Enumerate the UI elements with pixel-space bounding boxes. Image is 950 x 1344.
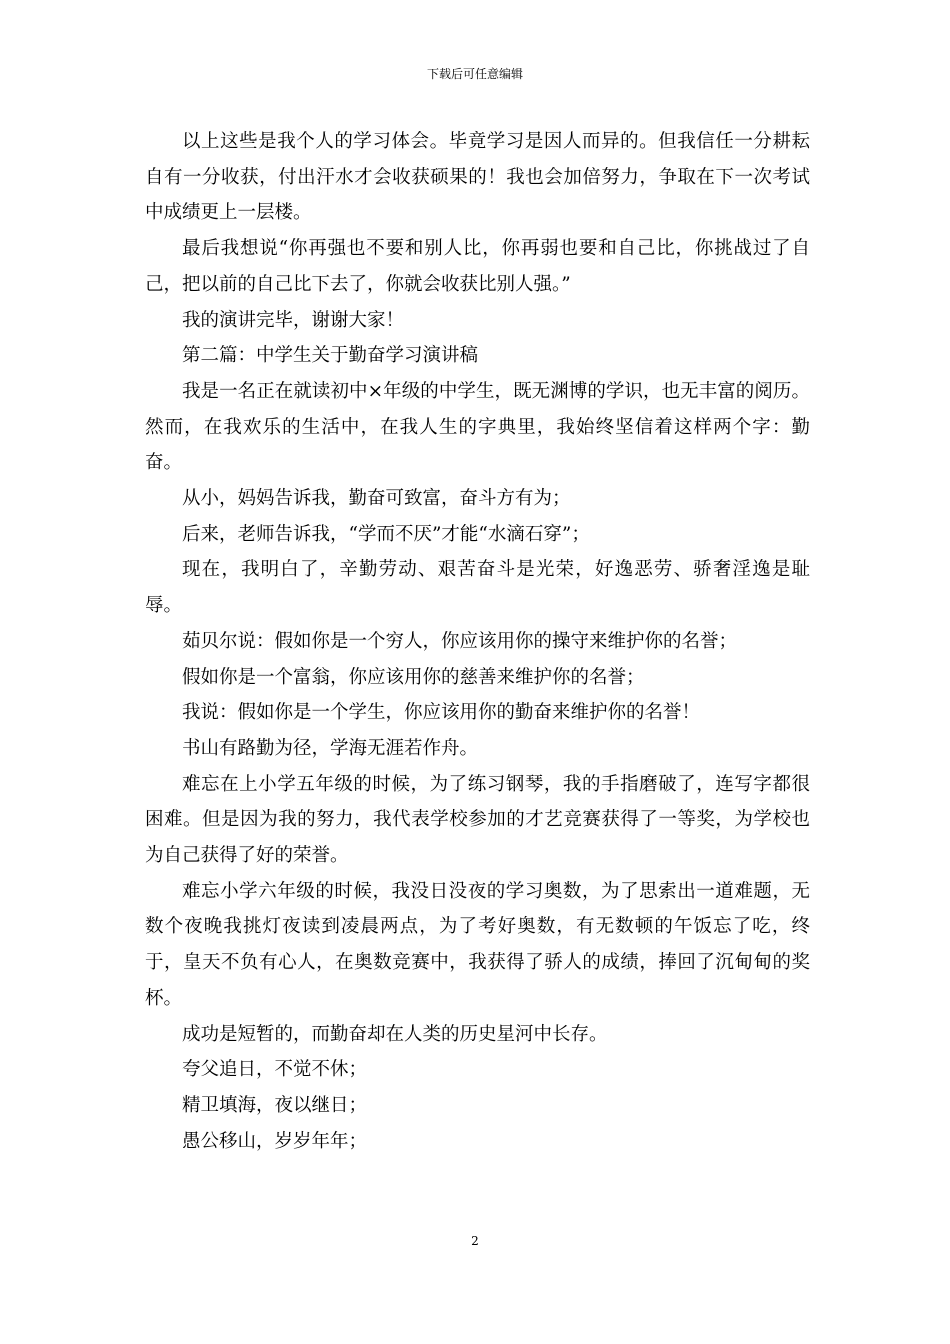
paragraph: 我说：假如你是一个学生，你应该用你的勤奋来维护你的名誉！ bbox=[182, 702, 701, 724]
paragraph: 茹贝尔说：假如你是一个穷人，你应该用你的操守来维护你的名誉； bbox=[182, 630, 738, 652]
document-body bbox=[145, 124, 810, 1159]
paragraph: 愚公移山，岁岁年年； bbox=[182, 1130, 368, 1152]
paragraph: 夸父追日，不觉不休； bbox=[182, 1059, 368, 1081]
paragraph: 假如你是一个富翁，你应该用你的慈善来维护你的名誉； bbox=[182, 666, 645, 688]
paragraph: 后来，老师告诉我，“学而不厌”才能“水滴石穿”； bbox=[182, 523, 590, 545]
paragraph: 成功是短暂的，而勤奋却在人类的历史星河中长存。 bbox=[182, 1023, 608, 1045]
page-header: 下载后可任意编辑 bbox=[426, 67, 523, 81]
paragraph: 精卫填海，夜以继日； bbox=[182, 1094, 368, 1116]
paragraph: 难忘在上小学五年级的时候，为了练习钢琴，我的手指磨破了，连写字都很困难。但是因为我的努力，我代表学校参加的才艺竞赛获得了一等奖，为学校也为自己获得了好的荣誉。 bbox=[145, 773, 810, 867]
paragraph: 现在，我明白了，辛勤劳动、艰苦奋斗是光荣，好逸恶劳、骄奢淫逸是耻辱。 bbox=[145, 559, 810, 617]
paragraph: 最后我想说“你再强也不要和别人比，你再弱也要和自己比，你挑战过了自己，把以前的自己比下去了，你就会收获比别人强。” bbox=[145, 238, 810, 295]
paragraph: 我的演讲完毕，谢谢大家！ bbox=[182, 309, 405, 331]
paragraph: 我是一名正在就读初中×年级的中学生，既无渊博的学识，也无丰富的阅历。然而，在我欢乐的生活中，在我人生的字典里，我始终坚信着这样两个字：勤奋。 bbox=[145, 380, 810, 474]
paragraph: 书山有路勤为径，学海无涯若作舟。 bbox=[182, 737, 479, 759]
paragraph: 以上这些是我个人的学习体会。毕竟学习是因人而异的。但我信任一分耕耘自有一分收获，付出汗水才会收获硕果的！我也会加倍努力，争取在下一次考试中成绩更上一层楼。 bbox=[145, 131, 810, 224]
page-number: 2 bbox=[471, 1234, 479, 1248]
paragraph: 从小，妈妈告诉我，勤奋可致富，奋斗方有为； bbox=[182, 488, 571, 510]
paragraph: 难忘小学六年级的时候，我没日没夜的学习奥数，为了思索出一道难题，无数个夜晚我挑灯夜读到凌晨两点，为了考好奥数，有无数顿的午饭忘了吃，终于，皇天不负有心人，在奥数竞赛中，我获得了骄人的成绩，捧回了沉甸甸的奖杯。 bbox=[145, 880, 810, 1009]
section-title: 第二篇：中学生关于勤奋学习演讲稿 bbox=[182, 345, 479, 367]
